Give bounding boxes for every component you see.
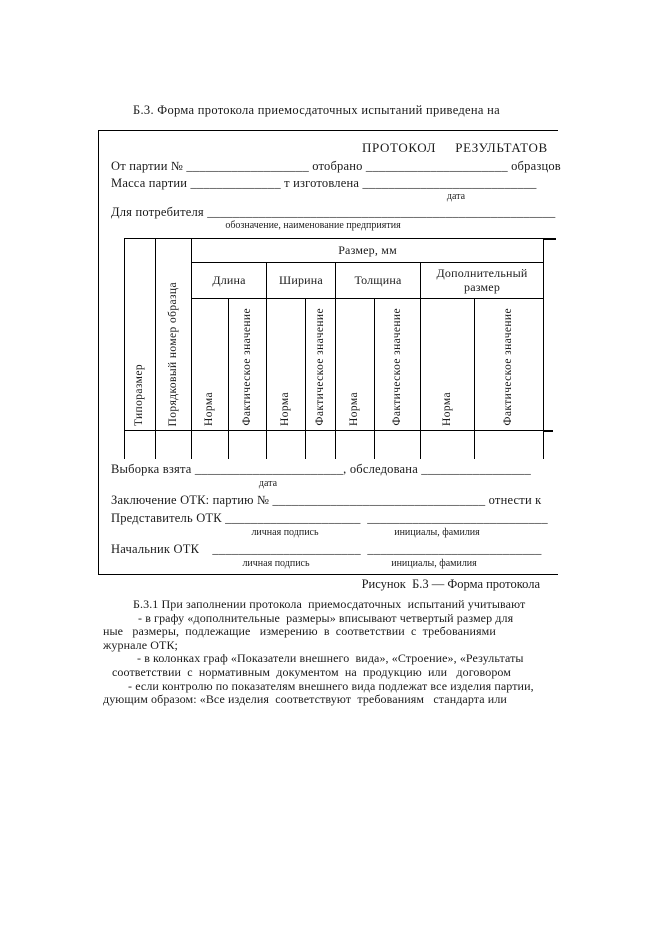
caption-signature-representative: личная подпись (251, 527, 319, 538)
protocol-title: ПРОТОКОЛ РЕЗУЛЬТАТОВ (362, 140, 548, 155)
empty-cell (125, 431, 156, 459)
subcol-fact-thickness: Фактическое значение (375, 299, 421, 431)
empty-cell (306, 431, 336, 459)
empty-cell (336, 431, 375, 459)
form-line-sample: Выборка взята _______________________, обследована _________________ (111, 462, 531, 476)
table-top-line-overshoot (543, 238, 556, 240)
subcol-norm-additional: Норма (421, 299, 475, 431)
col-header-size-mm: Размер, мм (192, 239, 544, 263)
caption-date-2: дата (258, 478, 278, 489)
caption-initials-chief: инициалы, фамилия (391, 558, 477, 569)
paragraph-line: - в графу «дополнительные размеры» вписывают четвертый размер для (138, 610, 514, 625)
subcol-fact-additional: Фактическое значение (475, 299, 544, 431)
form-line-consumer: Для потребителя ______________________________________________________ (111, 205, 556, 219)
col-header-width: Ширина (267, 263, 336, 299)
subcol-norm-thickness: Норма (336, 299, 375, 431)
form-line-party: От партии № ___________________ отобрано ______________________ образцов (111, 159, 561, 173)
col-header-length: Длина (192, 263, 267, 299)
form-line-chief: Начальник ОТК _______________________ ___________________________ (111, 542, 542, 556)
subcol-fact-width: Фактическое значение (306, 299, 336, 431)
col-header-thickness: Толщина (336, 263, 421, 299)
caption-signature-chief: личная подпись (242, 558, 310, 569)
form-line-conclusion: Заключение ОТК: партию № _________________________________ отнести к (111, 493, 542, 507)
paragraph-line: дующим образом: «Все изделия соответствуют требованиям стандарта или (103, 692, 507, 707)
sizes-table (124, 238, 544, 459)
paragraph-line: - если контролю по показателям внешнего вида подлежат все изделия партии, (128, 678, 534, 693)
paragraph-line: ные размеры, подлежащие измерению в соответствии с требованиями (103, 624, 496, 639)
col-header-sample-number: Порядковый номер образца (156, 239, 192, 431)
subcol-norm-length: Норма (192, 299, 229, 431)
col-header-typesize: Типоразмер (125, 239, 156, 431)
empty-cell (192, 431, 229, 459)
paragraph-line: Б.3.1 При заполнении протокола приемосдаточных испытаний учитывают (133, 597, 526, 611)
empty-cell (267, 431, 306, 459)
caption-date: дата (446, 191, 466, 202)
paragraph-line: журнале ОТК; (103, 637, 178, 652)
caption-enterprise: обозначение, наименование предприятия (225, 220, 401, 231)
subcol-norm-width: Норма (267, 299, 306, 431)
empty-cell (421, 431, 475, 459)
subcol-fact-length: Фактическое значение (229, 299, 267, 431)
paragraph-line: - в колонках граф «Показатели внешнего вида», «Строение», «Результаты (137, 651, 524, 666)
col-header-additional-size: Дополнительный размер (421, 263, 544, 299)
empty-cell (475, 431, 544, 459)
form-line-representative: Представитель ОТК _____________________ ____________________________ (111, 511, 548, 525)
empty-cell (229, 431, 267, 459)
caption-initials-representative: инициалы, фамилия (394, 527, 480, 538)
protocol-form-box (98, 130, 561, 575)
table-header-line-overshoot (543, 430, 553, 432)
figure-caption: Рисунок Б.3 — Форма протокола (361, 577, 540, 591)
body-paragraph (103, 598, 573, 707)
paragraph-line: соответствии с нормативным документом на продукцию или договором (112, 664, 511, 679)
form-line-mass: Масса партии ______________ т изготовлена ___________________________ (111, 176, 537, 190)
empty-cell (375, 431, 421, 459)
section-heading: Б.3. Форма протокола приемосдаточных испытаний приведена на (133, 103, 500, 117)
empty-cell (156, 431, 192, 459)
